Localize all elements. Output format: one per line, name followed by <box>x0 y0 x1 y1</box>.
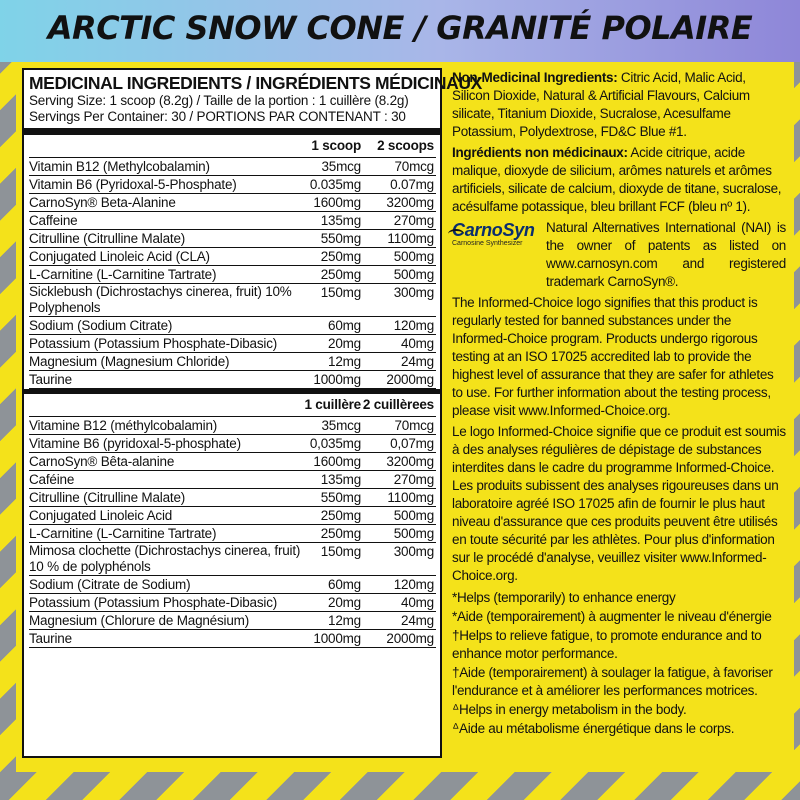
ingredient-row <box>29 417 436 435</box>
amount-double: 24mg <box>401 613 434 628</box>
amount-single: 1600mg <box>313 195 361 210</box>
thick-rule <box>24 128 440 135</box>
footnote: *Aide (temporairement) à augmenter le niveau d'énergie <box>452 609 772 624</box>
right-column-text <box>452 69 786 739</box>
amount-single: 1600mg <box>313 454 361 469</box>
ingredient-row <box>29 594 436 612</box>
amount-single: 35mcg <box>321 159 361 174</box>
ingredient-row <box>29 248 436 266</box>
ingredient-name: Potassium (Potassium Phosphate-Dibasic) <box>29 336 278 351</box>
ingredient-name: Vitamine B6 (pyridoxal-5-phosphate) <box>29 436 241 451</box>
ingredient-name: Sicklebush (Dichrostachys cinerea, fruit) 10% Polyphenols <box>29 284 292 315</box>
amount-single: 1000mg <box>313 372 361 387</box>
amount-single: 250mg <box>320 508 361 523</box>
amount-double: 40mg <box>401 336 434 351</box>
amount-single: 550mg <box>320 231 361 246</box>
ingredient-row <box>29 471 436 489</box>
amount-double: 500mg <box>393 267 434 282</box>
carnosyn-notice <box>452 219 786 294</box>
amount-single: 150mg <box>320 544 361 559</box>
ingredient-row <box>29 576 436 594</box>
footnote: †Aide (temporairement) à soulager la fatigue, à favoriser l'endurance et à améliorer les performances motrices. <box>452 665 773 698</box>
amount-single: 0.035mg <box>309 177 361 192</box>
carnosyn-logo-word: CarnoSyn <box>452 220 535 240</box>
amount-double: 70mcg <box>394 418 434 433</box>
ingredient-row <box>29 353 436 371</box>
nonmedicinal-fr <box>452 144 786 216</box>
amount-double: 3200mg <box>386 195 434 210</box>
ingredient-row <box>29 630 436 648</box>
carnosyn-text: Natural Alternatives International (NAI) is the owner of patents as listed on www.carnosyn.com and registered trademark CarnoSyn®. <box>546 220 786 289</box>
ingredient-name: Conjugated Linoleic Acid (CLA) <box>29 249 210 264</box>
amount-double: 3200mg <box>386 454 434 469</box>
carnosyn-logo <box>452 221 540 255</box>
amount-single: 135mg <box>320 213 361 228</box>
servings-per-container: Servings Per Container: 30 / PORTIONS PAR CONTENANT : 30 <box>29 109 406 124</box>
amount-double: 40mg <box>401 595 434 610</box>
ingredient-name: Sodium (Sodium Citrate) <box>29 318 173 333</box>
column-header-en <box>29 135 436 158</box>
amount-single: 12mg <box>328 613 361 628</box>
col-1-scoop: 1 scoop <box>311 138 361 153</box>
ingredient-row <box>29 507 436 525</box>
ingredient-name: CarnoSyn® Bêta-alanine <box>29 454 175 469</box>
ingredient-name: Vitamin B12 (Methylcobalamin) <box>29 159 210 174</box>
ingredient-row <box>29 612 436 630</box>
amount-double: 500mg <box>393 526 434 541</box>
ingredient-name: CarnoSyn® Beta-Alanine <box>29 195 176 210</box>
amount-double: 1100mg <box>387 490 434 505</box>
amount-single: 250mg <box>320 267 361 282</box>
amount-single: 135mg <box>320 472 361 487</box>
product-title: ARCTIC SNOW CONE / GRANITÉ POLAIRE <box>47 9 753 47</box>
nonmedicinal-en-text: Citric Acid, Malic Acid, Silicon Dioxide, Natural & Artificial Flavours, Calcium silicate, Titanium Dioxide, Sucralose, Acesulfame Potassium, Polydextrose, FD&C Blue #1. <box>452 70 750 139</box>
serving-size: Serving Size: 1 scoop (8.2g) / Taille de la portion : 1 cuillère (8.2g) <box>29 93 409 108</box>
amount-single: 550mg <box>320 490 361 505</box>
ingredient-name: Citrulline (Citrulline Malate) <box>29 490 186 505</box>
amount-single: 60mg <box>328 318 361 333</box>
informed-choice-fr: Le logo Informed-Choice signifie que ce produit est soumis à des analyses régulières de dépistage de substances interdites dans le cadre du programme Informed-Choice. Les produits subissent des analyses rigoureuses dans un laboratoire agréé ISO 17025 afin de fournir le plus haut niveau d'assurance que ces produits peuvent être utilisés en toute sécurité par les athlètes. Pour plus d'information sur le procédé d'analyse, veuillez visiter www.Informed-Choice.org. <box>452 424 786 583</box>
claims-footnotes <box>452 589 786 738</box>
amount-double: 2000mg <box>386 631 434 646</box>
ingredient-name: Sodium (Citrate de Sodium) <box>29 577 191 592</box>
amount-single: 250mg <box>320 249 361 264</box>
ingredient-name: Vitamin B6 (Pyridoxal-5-Phosphate) <box>29 177 237 192</box>
nonmedicinal-fr-text: Acide citrique, acide malique, dioxyde de silicium, arômes naturels et arômes artificiels, silicate de calcium, dioxyde de titane, sucralose, acésulfame potassique, bleu brillant FCF (bleu nº 1). <box>452 145 782 214</box>
informed-choice-en: The Informed-Choice logo signifies that this product is regularly tested for banned substances under the Informed-Choice program. Products undergo rigorous testing at an ISO 17025 accredited lab to provide the highest level of assurance that they are safer for athletes to use. For further information about the testing process, please visit www.Informed-Choice.org. <box>452 295 774 418</box>
amount-double: 120mg <box>393 577 434 592</box>
amount-double: 500mg <box>393 249 434 264</box>
amount-single: 20mg <box>328 595 361 610</box>
ingredient-name: Conjugated Linoleic Acid <box>29 508 173 523</box>
amount-double: 2000mg <box>386 372 434 387</box>
ingredient-row <box>29 212 436 230</box>
ingredient-row <box>29 335 436 353</box>
footnote: †Helps to relieve fatigue, to promote endurance and to enhance motor performance. <box>452 628 762 661</box>
nonmedicinal-fr-label: Ingrédients non médicinaux: <box>452 145 628 160</box>
ingredient-name: Mimosa clochette (Dichrostachys cinerea, fruit) 10 % de polyphénols <box>29 543 301 574</box>
amount-double: 1100mg <box>387 231 434 246</box>
ingredient-row <box>29 317 436 335</box>
amount-single: 250mg <box>320 526 361 541</box>
amount-double: 120mg <box>393 318 434 333</box>
nonmedicinal-en-label: Non-Medicinal Ingredients: <box>452 70 618 85</box>
footnote: *Helps (temporarily) to enhance energy <box>452 590 676 605</box>
col-2-cuillerees: 2 cuillèrees <box>362 397 434 412</box>
amount-double: 0,07mg <box>390 436 434 451</box>
amount-double: 70mcg <box>394 159 434 174</box>
carnosyn-logo-tag: Carnosine Synthesizer <box>452 240 523 247</box>
amount-double: 300mg <box>393 285 434 300</box>
ingredient-name: Potassium (Potassium Phosphate-Dibasic) <box>29 595 278 610</box>
ingredient-row <box>29 453 436 471</box>
footnote: ᐞHelps in energy metabolism in the body. <box>452 702 687 717</box>
amount-single: 60mg <box>328 577 361 592</box>
ingredient-name: Taurine <box>29 631 72 646</box>
amount-single: 35mcg <box>321 418 361 433</box>
ingredient-name: Vitamine B12 (méthylcobalamin) <box>29 418 218 433</box>
ingredient-name: L-Carnitine (L-Carnitine Tartrate) <box>29 526 217 541</box>
ingredient-row <box>29 489 436 507</box>
ingredient-name: Taurine <box>29 372 72 387</box>
amount-double: 24mg <box>401 354 434 369</box>
ingredient-name: Magnesium (Chlorure de Magnésium) <box>29 613 249 628</box>
amount-single: 20mg <box>328 336 361 351</box>
amount-double: 0.07mg <box>390 177 434 192</box>
amount-single: 150mg <box>320 285 361 300</box>
nonmedicinal-en <box>452 69 786 141</box>
ingredient-row <box>29 435 436 453</box>
ingredient-row <box>29 284 436 317</box>
amount-double: 270mg <box>393 472 434 487</box>
ingredient-row <box>29 158 436 176</box>
swoosh-icon <box>448 229 464 239</box>
ingredient-row <box>29 176 436 194</box>
amount-double: 300mg <box>393 544 434 559</box>
col-1-cuillere: 1 cuillère <box>304 397 361 412</box>
amount-double: 270mg <box>393 213 434 228</box>
amount-double: 500mg <box>393 508 434 523</box>
column-header-fr <box>29 394 436 417</box>
ingredient-name: Citrulline (Citrulline Malate) <box>29 231 186 246</box>
ingredient-name: Caffeine <box>29 213 78 228</box>
ingredient-rows-en <box>29 158 436 389</box>
ingredient-row <box>29 371 436 389</box>
ingredient-name: Magnesium (Magnesium Chloride) <box>29 354 230 369</box>
amount-single: 12mg <box>328 354 361 369</box>
ingredient-row <box>29 525 436 543</box>
ingredient-name: Caféine <box>29 472 75 487</box>
ingredient-row <box>29 194 436 212</box>
amount-single: 0,035mg <box>309 436 361 451</box>
ingredient-name: L-Carnitine (L-Carnitine Tartrate) <box>29 267 217 282</box>
col-2-scoops: 2 scoops <box>377 138 434 153</box>
ingredient-rows-fr <box>29 417 436 648</box>
ingredient-row <box>29 230 436 248</box>
medicinal-ingredients-table <box>22 68 482 758</box>
facts-title: MEDICINAL INGREDIENTS / INGRÉDIENTS MÉDICINAUX <box>29 73 482 93</box>
footnote: ᐞAide au métabolisme énergétique dans le corps. <box>452 721 735 736</box>
ingredient-row <box>29 543 436 576</box>
amount-single: 1000mg <box>313 631 361 646</box>
ingredient-row <box>29 266 436 284</box>
